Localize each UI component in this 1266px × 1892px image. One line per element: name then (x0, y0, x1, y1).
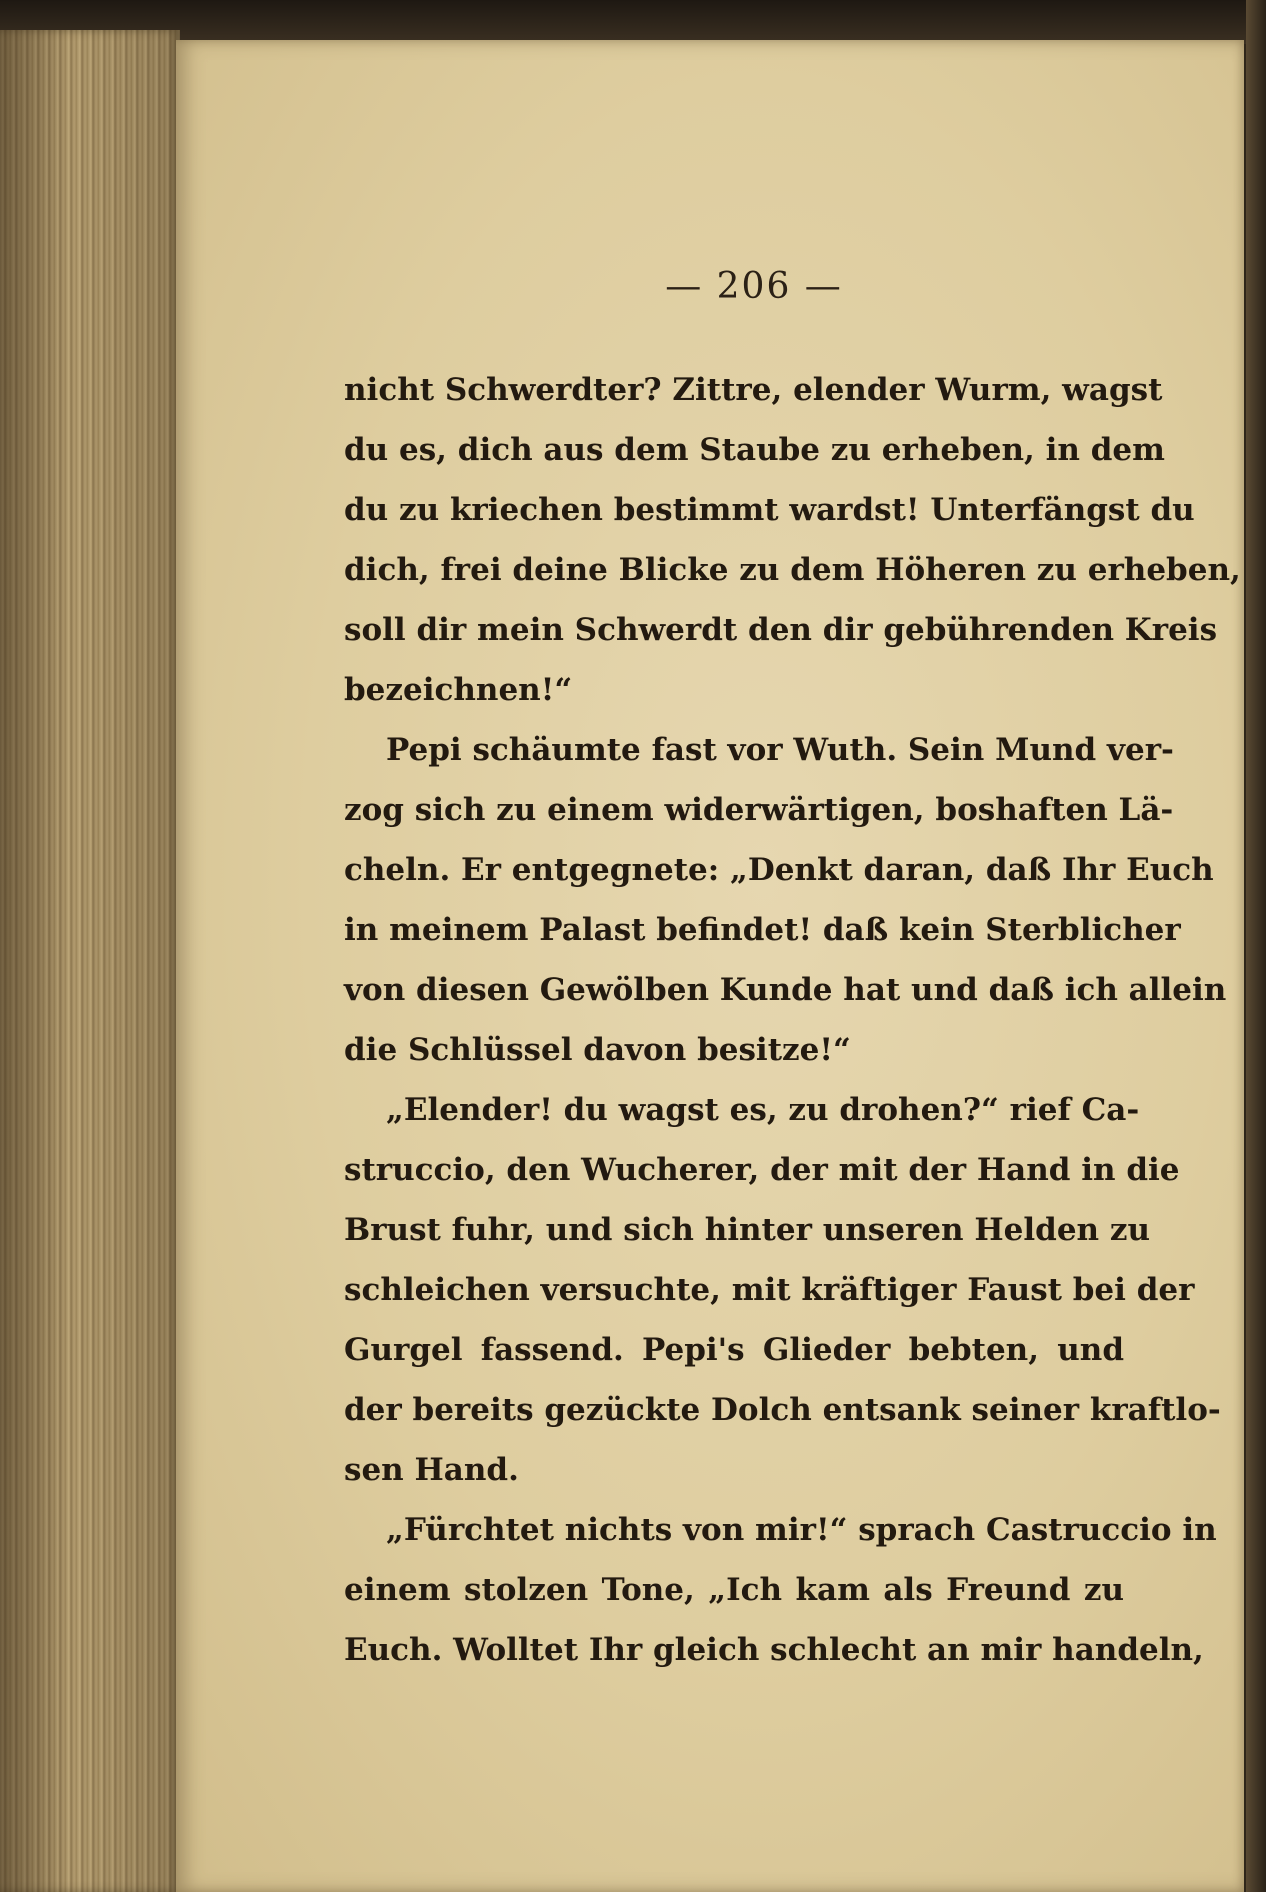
text-line: „Fürchtet nichts von mir!“ sprach Castruccio in (386, 1512, 1217, 1548)
text-line: bezeichnen!“ (344, 672, 573, 708)
page-edges (0, 30, 180, 1892)
text-line: die Schlüssel davon besitze!“ (344, 1032, 851, 1068)
text-line: der bereits gezückte Dolch entsank seiner kraftlo- (344, 1392, 1221, 1428)
text-line: nicht Schwerdter? Zittre, elender Wurm, wagst (344, 372, 1163, 408)
book-page (176, 40, 1244, 1892)
text-line: „Elender! du wagst es, zu drohen?“ rief Ca- (386, 1092, 1140, 1128)
text-line: soll dir mein Schwerdt den dir gebührenden Kreis (344, 612, 1218, 648)
text-line: Gurgel fassend. Pepi's Glieder bebten, und (344, 1332, 1124, 1368)
text-line: du zu kriechen bestimmt wardst! Unterfängst du (344, 492, 1195, 528)
text-line: Euch. Wolltet Ihr gleich schlecht an mir handeln, (344, 1632, 1204, 1668)
text-line: dich, frei deine Blicke zu dem Höheren zu erheben, (344, 552, 1241, 588)
text-line: zog sich zu einem widerwärtigen, boshaften Lä- (344, 792, 1174, 828)
text-line: Pepi schäumte fast vor Wuth. Sein Mund ver- (386, 732, 1174, 768)
text-line: einem stolzen Tone, „Ich kam als Freund zu (344, 1572, 1124, 1608)
text-line: Brust fuhr, und sich hinter unseren Helden zu (344, 1212, 1151, 1248)
text-line: du es, dich aus dem Staube zu erheben, in dem (344, 432, 1165, 468)
text-line: in meinem Palast befindet! daß kein Sterblicher (344, 912, 1181, 948)
text-line: struccio, den Wucherer, der mit der Hand in die (344, 1152, 1180, 1188)
page-text (344, 360, 1241, 1680)
text-line: von diesen Gewölben Kunde hat und daß ich allein (344, 972, 1227, 1008)
text-line: schleichen versuchte, mit kräftiger Faust bei der (344, 1272, 1195, 1308)
page-number: — 206 — (665, 266, 843, 307)
text-line: sen Hand. (344, 1452, 519, 1488)
text-line: cheln. Er entgegnete: „Denkt daran, daß Ihr Euch (344, 852, 1214, 888)
book-binding (0, 0, 1266, 44)
